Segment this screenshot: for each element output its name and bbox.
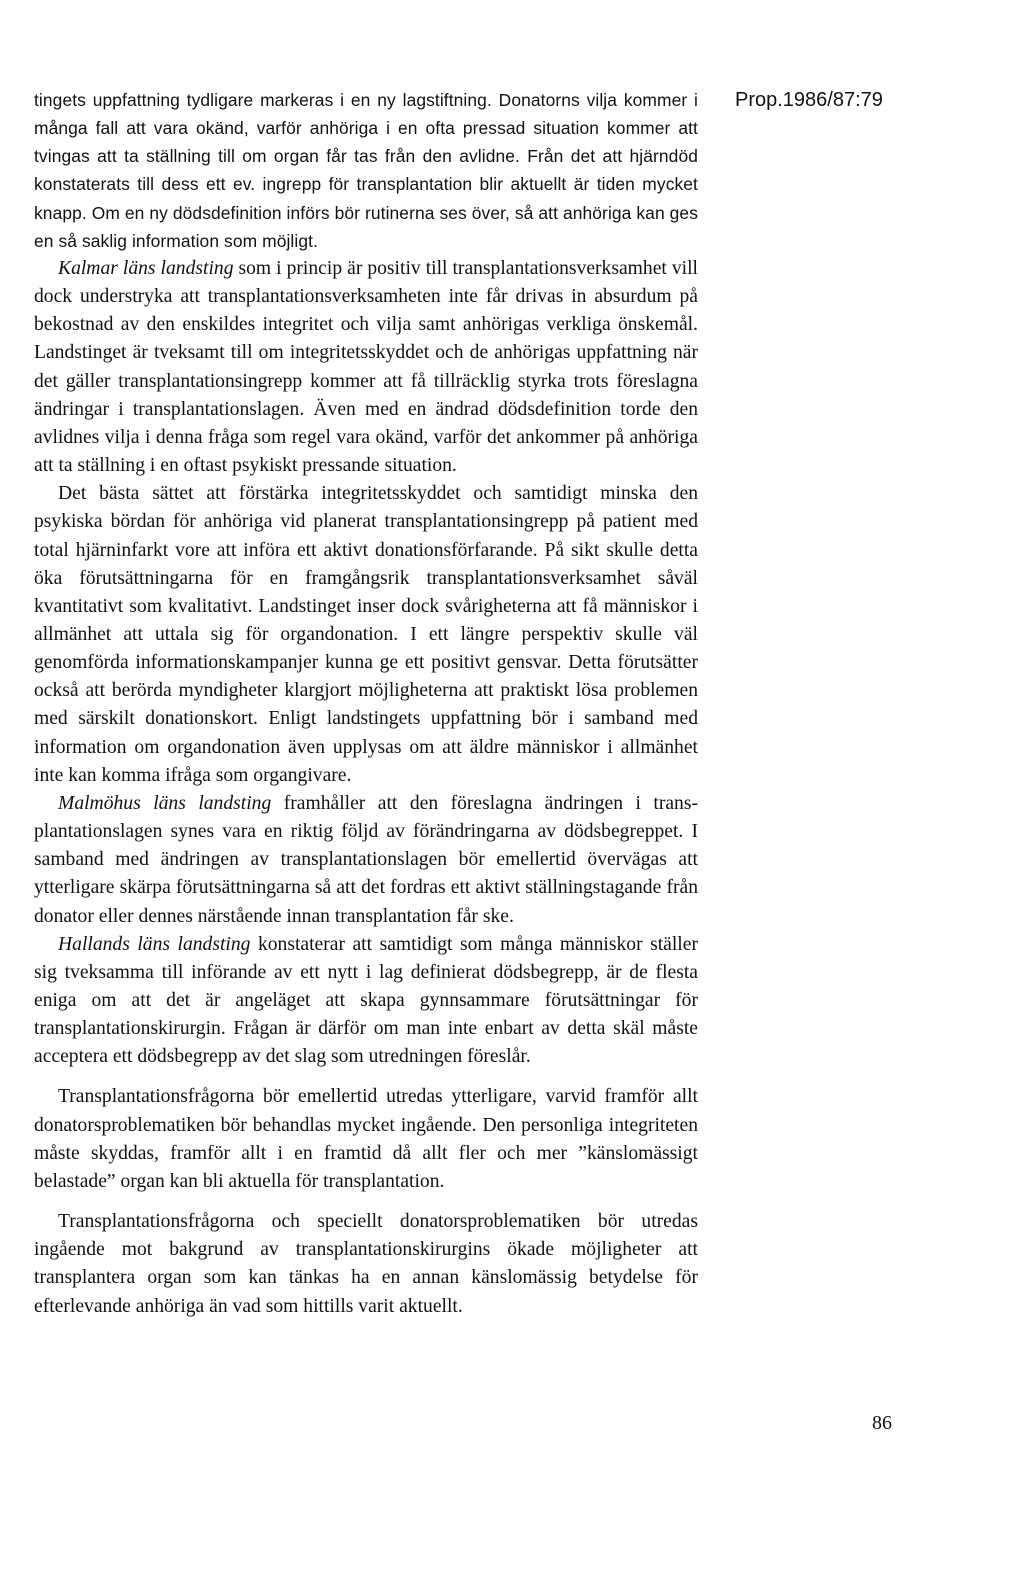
proposition-reference: Prop.1986/87:79	[735, 89, 883, 111]
paragraph-3: Det bästa sättet att förstärka integritetsskyddet och samtidigt minska den psykiska bördan för anhöriga vid planerat transplantationsingrepp på patient med total hjärninfarkt vore att införa ett aktivt donationsförfarande. På sikt skulle detta öka förutsättningarna för en framgångsrik transplantationsverksamhet såväl kvantitativt som kvalitativt. Landstinget inser dock svårigheterna att få människor i allmänhet att uttala sig för organdonation. I ett längre perspektiv skulle väl genomförda informationskampanjer kunna ge ett positivt gensvar. Detta förutsätter också att berörda myndigheter klargjort möjligheterna att praktiskt lösa problemen med särskilt donationskort. Enligt landstingets uppfattning bör i samband med information om organdonation även upplysas om att äldre människor i allmänhet inte kan komma ifråga som organgivare.	[34, 483, 698, 786]
paragraph-4-text: framhåller att den föreslagna ändringen i transplantationslagen synes vara en riktig följd av förändringarna av dödsbegreppet. I samband med ändringen av transplantationslagen bör emellertid övervägas att ytterligare skärpa förutsättningarna så att det fordras ett aktivt ställningstagande från donator eller dennes närstående innan transplantation får ske.	[34, 792, 698, 927]
paragraph-5	[34, 931, 698, 1072]
paragraph-5-lead: Hallands läns landsting	[58, 933, 251, 955]
paragraph-4	[34, 790, 698, 931]
paragraph-6: Transplantationsfrågorna bör emellertid utredas ytterligare, varvid framför allt donatorsproblematiken bör behandlas mycket ingående. Den personliga integriteten måste skyddas, framför allt i en framtid då allt fler och mer ”känslomässigt belastade” organ kan bli aktuella för transplantation.	[34, 1086, 698, 1192]
paragraph-5-text: konstaterar att samtidigt som många människor ställer sig tveksamma till införande av ett nytt i lag definierat dödsbegrepp, är de flesta eniga om att det är angeläget att skapa gynnsammare förutsättningar för transplantationskirurgin. Frågan är därför om man inte enbart av detta skäl måste acceptera ett dödsbegrepp av det slag som utredningen föreslår.	[34, 933, 698, 1068]
paragraph-2-lead: Kalmar läns landsting	[58, 257, 234, 279]
page-number: 86	[872, 1412, 892, 1434]
paragraph-7: Transplantationsfrågorna och speciellt donatorsproblematiken bör utredas ingående mot bakgrund av transplantationskirurgins ökade möjligheter att transplantera organ som kan tänkas ha en annan känslomässig betydelse för efterlevande anhöriga än vad som hittills varit aktuellt.	[34, 1211, 698, 1317]
paragraph-1: tingets uppfattning tydligare markeras i en ny lagstiftning. Donatorns vilja kommer i många fall att vara okänd, varför anhöriga i en ofta pressad situation kommer att tvingas att ta ställning till om organ får tas från den avlidne. Från det att hjärndöd konstaterats till dess ett ev. ingrepp för transplantation blir aktuellt är tiden mycket knapp. Om en ny dödsdefinition införs bör rutinerna ses över, så att anhöriga kan ges en så saklig information som möjligt.	[34, 90, 698, 251]
paragraph-2-text: som i princip är positiv till transplantationsverksamhet vill dock understryka att transplantationsverksamheten inte får drivas in absurdum på bekostnad av den enskildes integritet och vilja samt anhörigas verkliga önskemål. Landstinget är tveksamt till om integritetsskyddet och de anhörigas uppfattning när det gäller transplantationsingrepp kommer att få tillräcklig styrka trots föreslagna ändringar i transplantationslagen. Även med en ändrad dödsdefinition torde den avlidnes vilja i denna fråga som regel vara okänd, varför det ankommer på anhöriga att ta ställning i en oftast psykiskt pressande situation.	[34, 257, 698, 477]
paragraph-4-lead: Malmöhus läns landsting	[58, 792, 272, 814]
paragraph-2	[34, 255, 698, 480]
body-text	[34, 86, 698, 1321]
